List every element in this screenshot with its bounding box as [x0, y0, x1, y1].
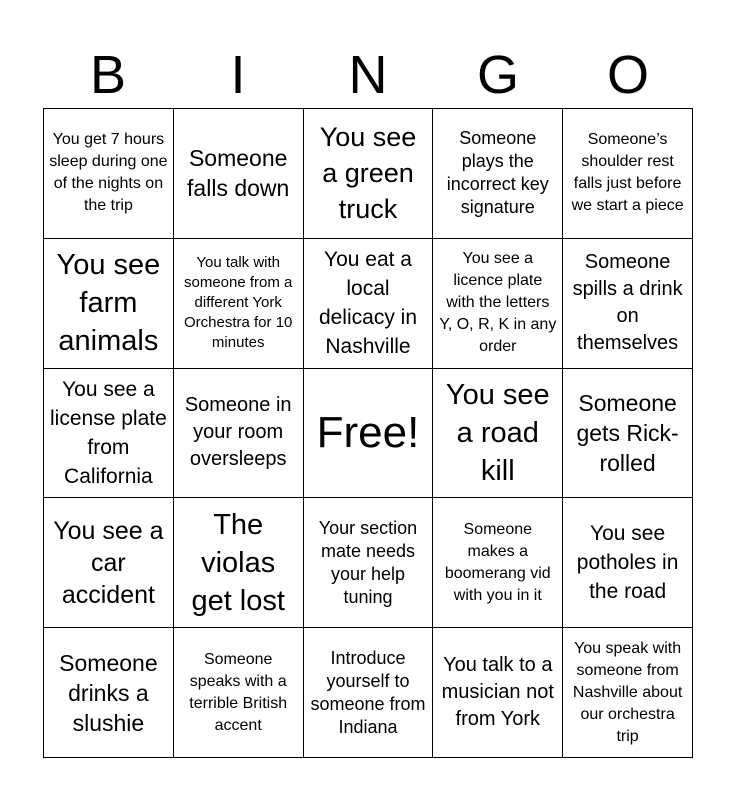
- header-letter-i: I: [230, 45, 246, 105]
- cell-text: You see potholes in the road: [576, 522, 679, 604]
- cell-text: Introduce yourself to someone from Indiana: [310, 647, 426, 737]
- bingo-cell[interactable]: [433, 239, 563, 369]
- bingo-cell[interactable]: [44, 498, 174, 628]
- bingo-cell[interactable]: [563, 109, 693, 239]
- cell-text: Someone plays the incorrect key signature: [446, 128, 549, 218]
- bingo-cell[interactable]: [174, 369, 304, 499]
- bingo-cell[interactable]: [304, 498, 434, 628]
- cell-text: Someone falls down: [187, 145, 290, 202]
- cell-text: You see a license plate from California: [50, 377, 167, 488]
- bingo-cell[interactable]: [433, 109, 563, 239]
- cell-text: Someone makes a boomerang vid with you in it: [444, 520, 551, 604]
- bingo-cell[interactable]: [304, 239, 434, 369]
- cell-text: You see a green truck: [319, 122, 417, 225]
- bingo-cell[interactable]: [304, 109, 434, 239]
- cell-text: The violas get lost: [191, 508, 285, 617]
- bingo-cell[interactable]: [44, 369, 174, 499]
- cell-text: You get 7 hours sleep during one of the nights on the trip: [49, 131, 168, 215]
- header-letter-o: O: [606, 45, 649, 105]
- cell-text: You eat a local delicacy in Nashville: [318, 248, 418, 359]
- bingo-cell[interactable]: [433, 498, 563, 628]
- header-letter-b: B: [89, 45, 127, 105]
- bingo-cell[interactable]: [304, 628, 434, 758]
- cell-text: Someone’s shoulder rest falls just before we start a piece: [571, 131, 684, 215]
- bingo-cell[interactable]: [174, 628, 304, 758]
- bingo-cell[interactable]: [433, 369, 563, 499]
- bingo-cell[interactable]: [563, 239, 693, 369]
- cell-text: You see farm animals: [56, 249, 161, 358]
- bingo-cell[interactable]: [433, 628, 563, 758]
- bingo-cell[interactable]: [174, 109, 304, 239]
- cell-text: You talk to a musician not from York: [441, 654, 554, 731]
- cell-text: Someone in your room oversleeps: [184, 394, 292, 471]
- bingo-cell[interactable]: [174, 498, 304, 628]
- bingo-cell[interactable]: [563, 369, 693, 499]
- bingo-cell[interactable]: [44, 239, 174, 369]
- bingo-grid: [43, 108, 693, 758]
- cell-text: You see a road kill: [445, 378, 550, 487]
- cell-text: Someone speaks with a terrible British accent: [189, 650, 288, 734]
- header-letter-n: N: [348, 45, 388, 105]
- bingo-cell[interactable]: [174, 239, 304, 369]
- free-space[interactable]: [304, 369, 434, 499]
- free-space-label: Free!: [316, 407, 420, 457]
- header-letter-g: G: [476, 45, 519, 105]
- cell-text: Someone drinks a slushie: [59, 649, 158, 736]
- cell-text: You speak with someone from Nashville about our orchestra trip: [572, 639, 683, 745]
- cell-text: You talk with someone from a different York Orchestra for 10 minutes: [184, 254, 293, 352]
- bingo-cell[interactable]: [44, 628, 174, 758]
- cell-text: You see a car accident: [53, 516, 164, 609]
- cell-text: Someone spills a drink on themselves: [572, 251, 683, 355]
- cell-text: Someone gets Rick-rolled: [576, 389, 679, 476]
- cell-text: Your section mate needs your help tuning: [318, 517, 418, 607]
- bingo-header: [43, 42, 693, 108]
- bingo-cell[interactable]: [44, 109, 174, 239]
- cell-text: You see a licence plate with the letters Y, O, R, K in any order: [439, 250, 557, 356]
- bingo-cell[interactable]: [563, 628, 693, 758]
- bingo-cell[interactable]: [563, 498, 693, 628]
